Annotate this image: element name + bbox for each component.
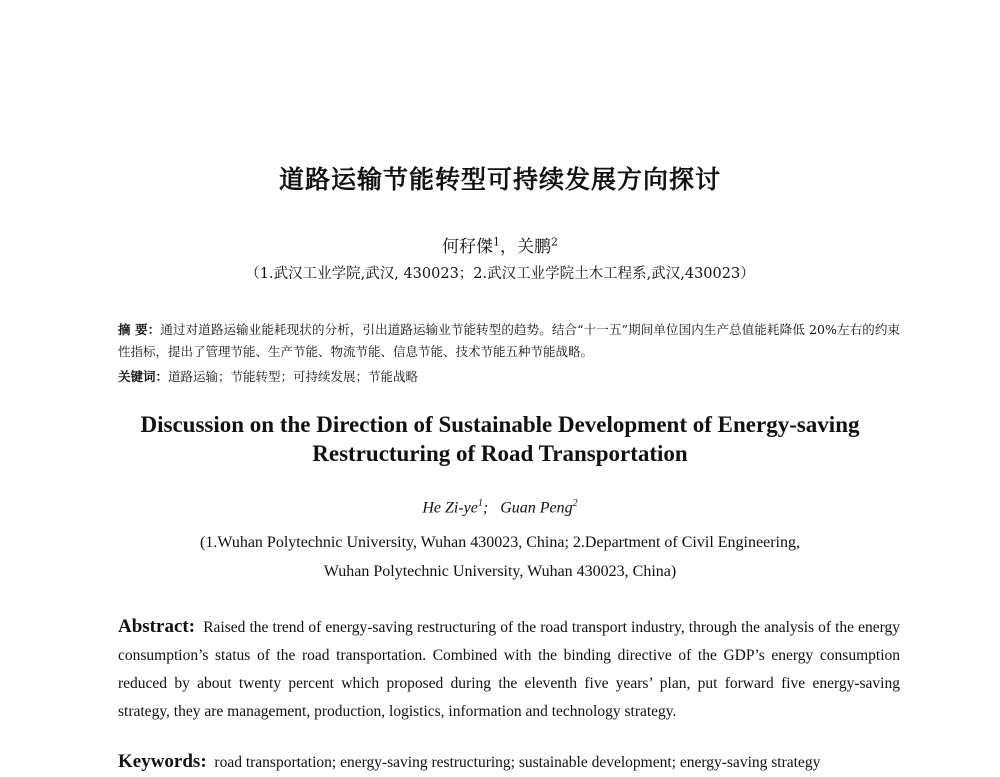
chinese-abstract-label: 摘 要： [118,322,161,337]
english-author-1: He Zi-ye [422,499,478,517]
chinese-author-2: 关鹏 [517,237,551,257]
english-author-2-sup: 2 [572,498,578,509]
english-authors [0,498,1000,517]
english-author-1-sup: 1 [477,498,483,509]
chinese-affiliation: （1.武汉工业学院,武汉, 430023；2.武汉工业学院土木工程系,武汉,430023） [245,266,755,282]
chinese-keywords-label: 关键词： [118,369,169,384]
english-affiliation-line-1: (1.Wuhan Polytechnic University, Wuhan 430023, China; 2.Department of Civil Engineering, [200,534,800,551]
chinese-authors [0,232,1000,257]
english-keywords [118,748,900,772]
english-affiliation-line-2: Wuhan Polytechnic University, Wuhan 430023, China) [323,563,677,580]
chinese-author-2-sup: 2 [551,235,558,249]
english-abstract-label: Abstract: [118,616,196,637]
english-title-line-1: Discussion on the Direction of Sustainable Development of Energy-saving [140,412,860,437]
chinese-keywords [118,367,900,387]
chinese-abstract [118,319,900,363]
english-keywords-label: Keywords: [118,751,207,772]
chinese-title: 道路运输节能转型可持续发展方向探讨 [278,165,721,194]
chinese-keywords-text: 道路运输；节能转型；可持续发展；节能战略 [168,369,419,384]
chinese-author-1-sup: 1 [493,235,500,249]
chinese-author-1: 何秄傑 [442,237,493,257]
english-keywords-text: road transportation; energy-saving restructuring; sustainable development; energy-saving strategy [214,754,821,771]
english-abstract-text: Raised the trend of energy-saving restructuring of the road transport industry, through the analysis of the energy consumption’s status of the road transportation. Combined with the binding directive of the GDP’s energy consumption reduced by about twenty percent which proposed during the eleventh five years’ plan, put forward five energy-saving strategy, they are management, production, logistics, information and technology strategy. [118,619,900,720]
chinese-author-separator: ， [500,237,517,257]
chinese-abstract-text: 通过对道路运输业能耗现状的分析，引出道路运输业节能转型的趋势。结合“十一五”期间单位国内生产总值能耗降低 20%左右的约束性指标，提出了管理节能、生产节能、物流节能、信息节能、技术节能五种节能战略。 [118,322,900,359]
english-author-separator: ; [482,499,489,517]
english-author-2: Guan Peng [500,499,573,517]
english-title-line-2: Restructuring of Road Transportation [312,441,688,466]
english-title [0,410,1000,468]
english-affiliation [0,528,1000,586]
english-abstract [118,613,900,726]
